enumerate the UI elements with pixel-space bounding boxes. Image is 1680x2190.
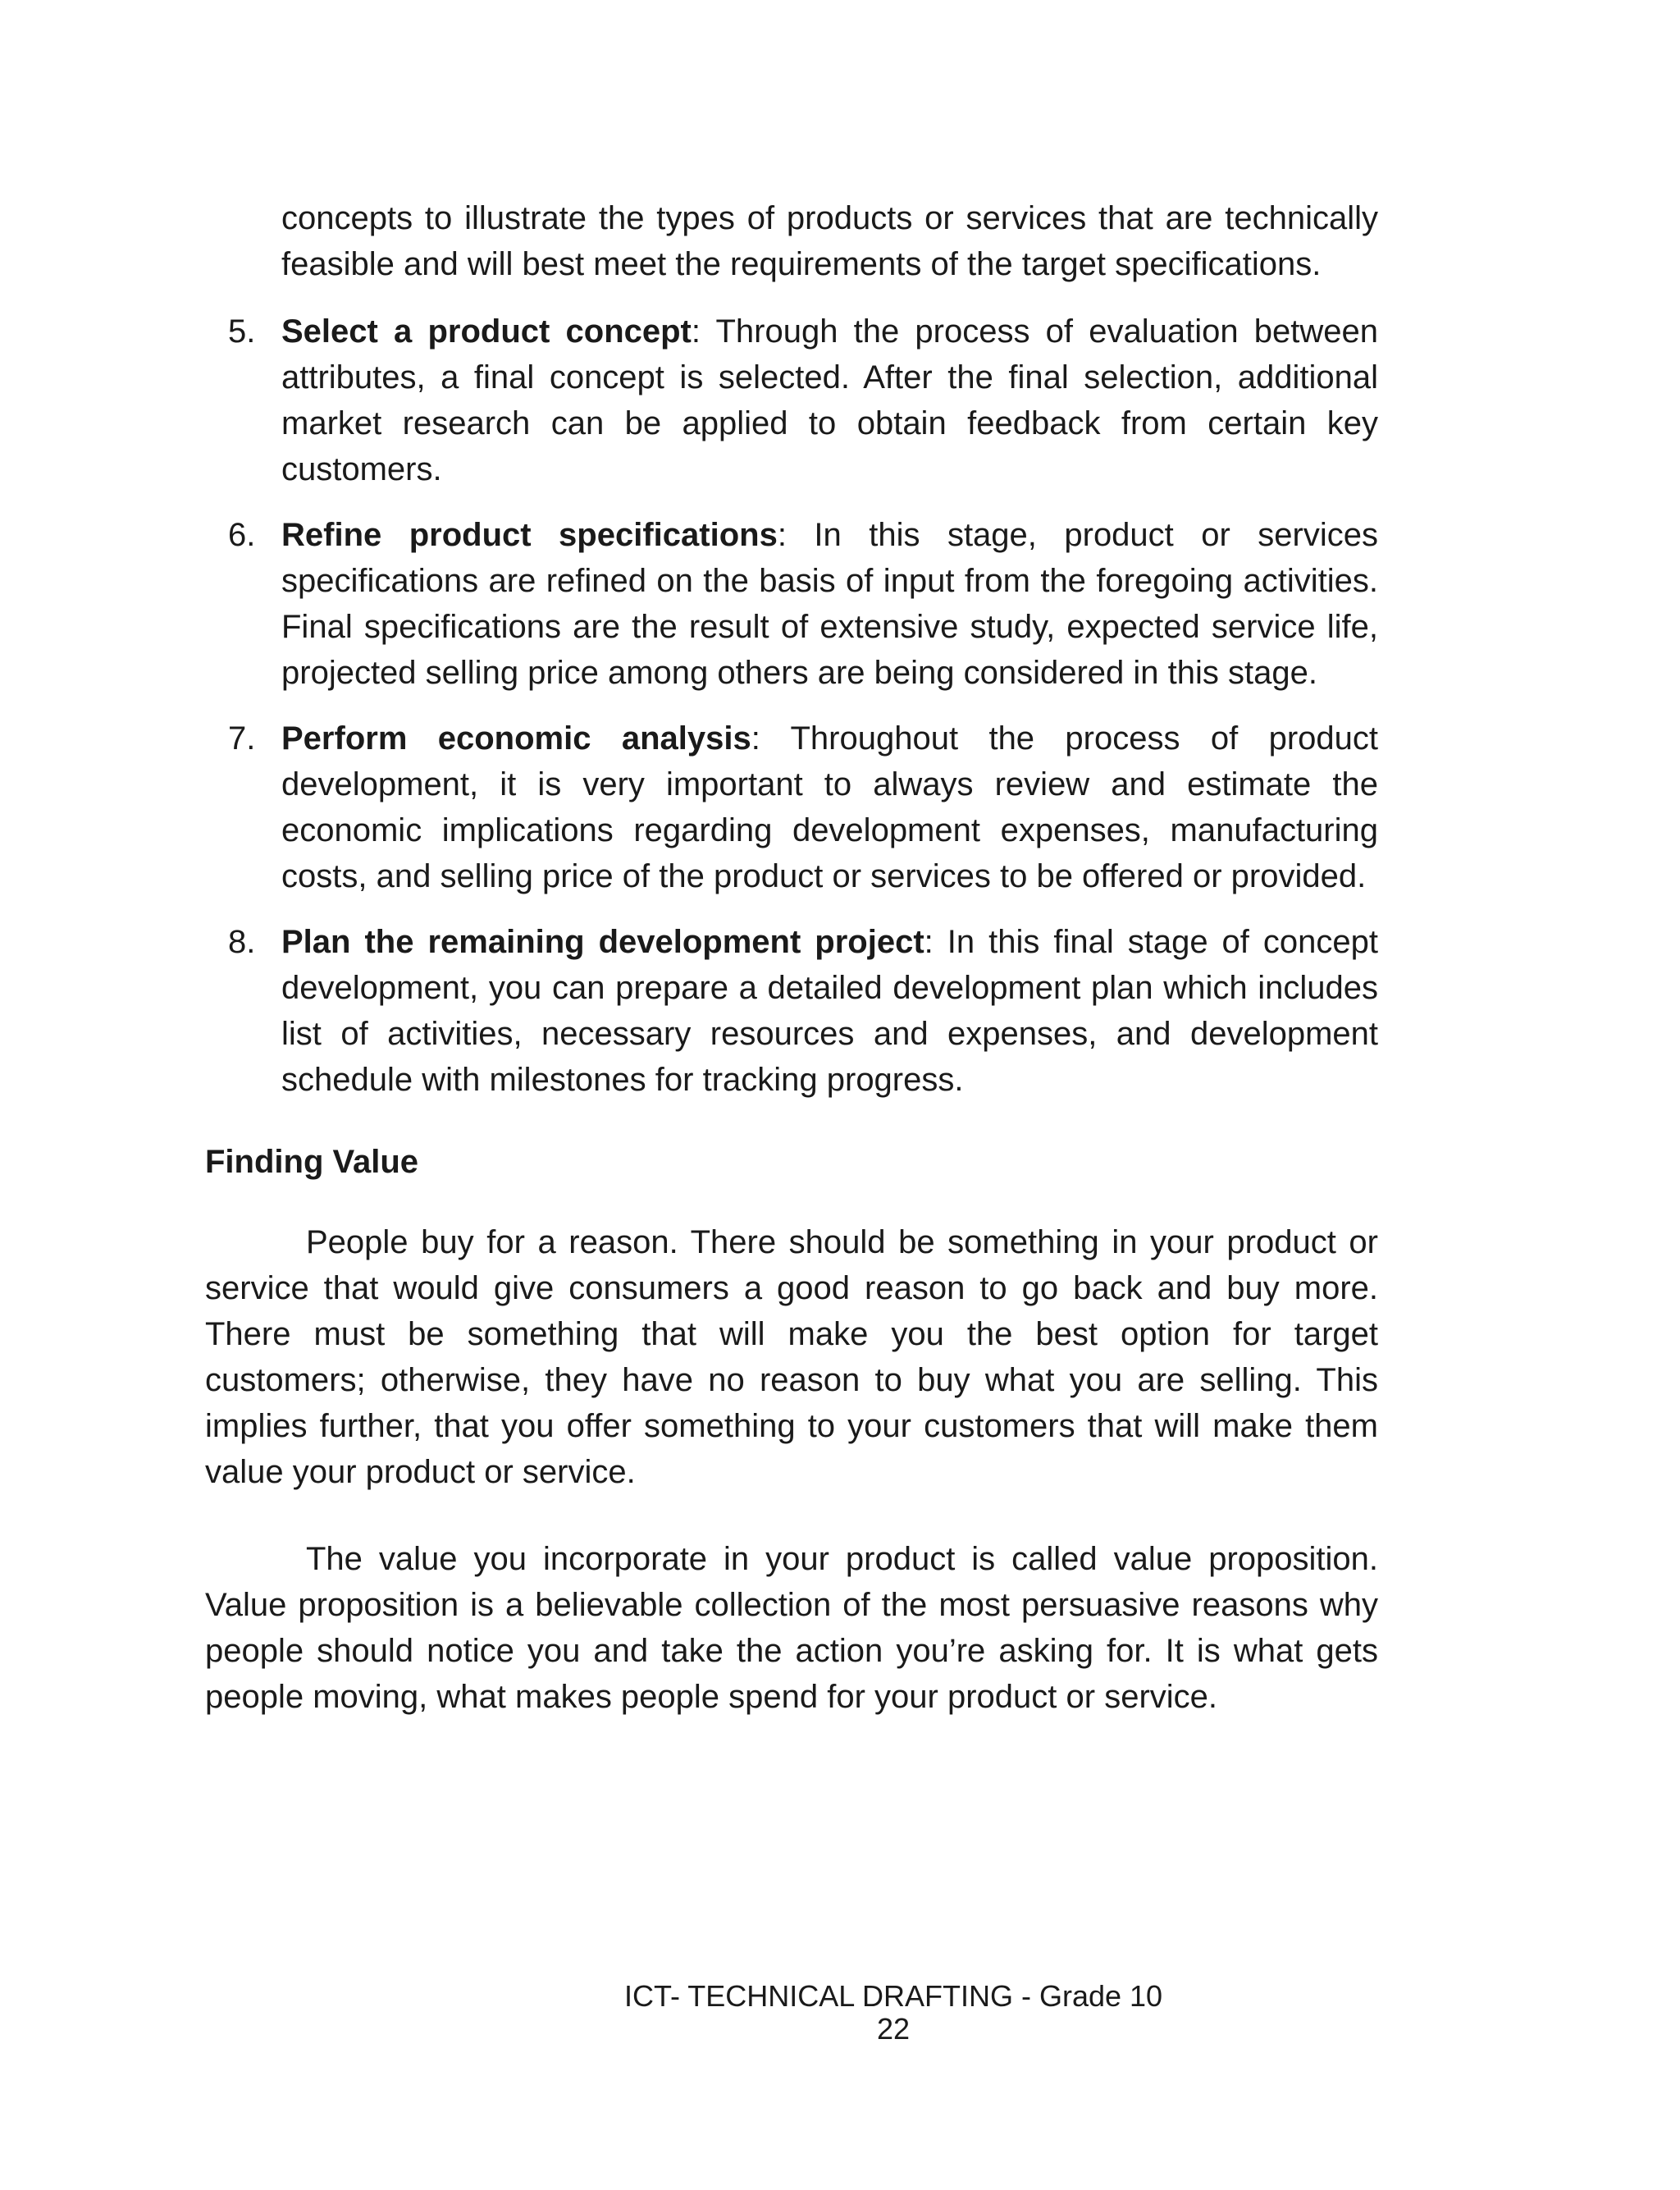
list-item-number: 8. — [228, 924, 256, 960]
list-item-number: 7. — [228, 720, 256, 757]
list-item-number: 5. — [228, 313, 256, 350]
page-number: 22 — [876, 2012, 911, 2046]
list-item — [205, 919, 1378, 1103]
footer-title: ICT- TECHNICAL DRAFTING - Grade 10 — [623, 1979, 1163, 2013]
list-item-text: : In this stage, product or services specifications are refined on the basis of input from the foregoing activities. Final specifications are the result of extensive study, expected service life, projected selling price among others are being considered in this stage. — [281, 517, 1378, 691]
body-paragraph: The value you incorporate in your product is called value proposition. Value proposition is a believable collection of the most persuasive reasons why people should notice you and take the action you’re asking for. It is what gets people moving, what makes people spend for your product or service. — [205, 1541, 1378, 1715]
page-body — [205, 195, 1378, 1761]
list-item — [205, 512, 1378, 696]
list-item-term: Perform economic analysis — [281, 720, 751, 757]
list-item-text: : In this final stage of concept development, you can prepare a detailed development plan which includes list of activities, necessary resources and expenses, and development schedule with milestones for tracking progress. — [281, 924, 1378, 1098]
list-item — [205, 309, 1378, 492]
numbered-list — [205, 309, 1378, 1103]
list-item-text: : Throughout the process of product development, it is very important to always review and estimate the economic implications regarding development expenses, manufacturing costs, and selling price of the product or services to be offered or provided. — [281, 720, 1378, 894]
list-item-term: Plan the remaining development project — [281, 924, 924, 960]
list-item-text: : Through the process of evaluation between attributes, a final concept is selected. After the final selection, additional market research can be applied to obtain feedback from certain key customers. — [281, 313, 1378, 487]
continued-text: concepts to illustrate the types of products or services that are technically feasible and will best meet the requirements of the target specifications. — [281, 200, 1378, 282]
list-item-term: Select a product concept — [281, 313, 692, 350]
list-item-number: 6. — [228, 517, 256, 553]
page-footer — [0, 1980, 1680, 2046]
section-heading: Finding Value — [205, 1144, 419, 1180]
list-item — [205, 716, 1378, 899]
list-item-term: Refine product specifications — [281, 517, 778, 553]
body-paragraph: People buy for a reason. There should be something in your product or service that would give consumers a good reason to go back and buy more. There must be something that will make you the best option for target customers; otherwise, they have no reason to buy what you are selling. This implies further, that you offer something to your customers that will make them value your product or service. — [205, 1224, 1378, 1490]
